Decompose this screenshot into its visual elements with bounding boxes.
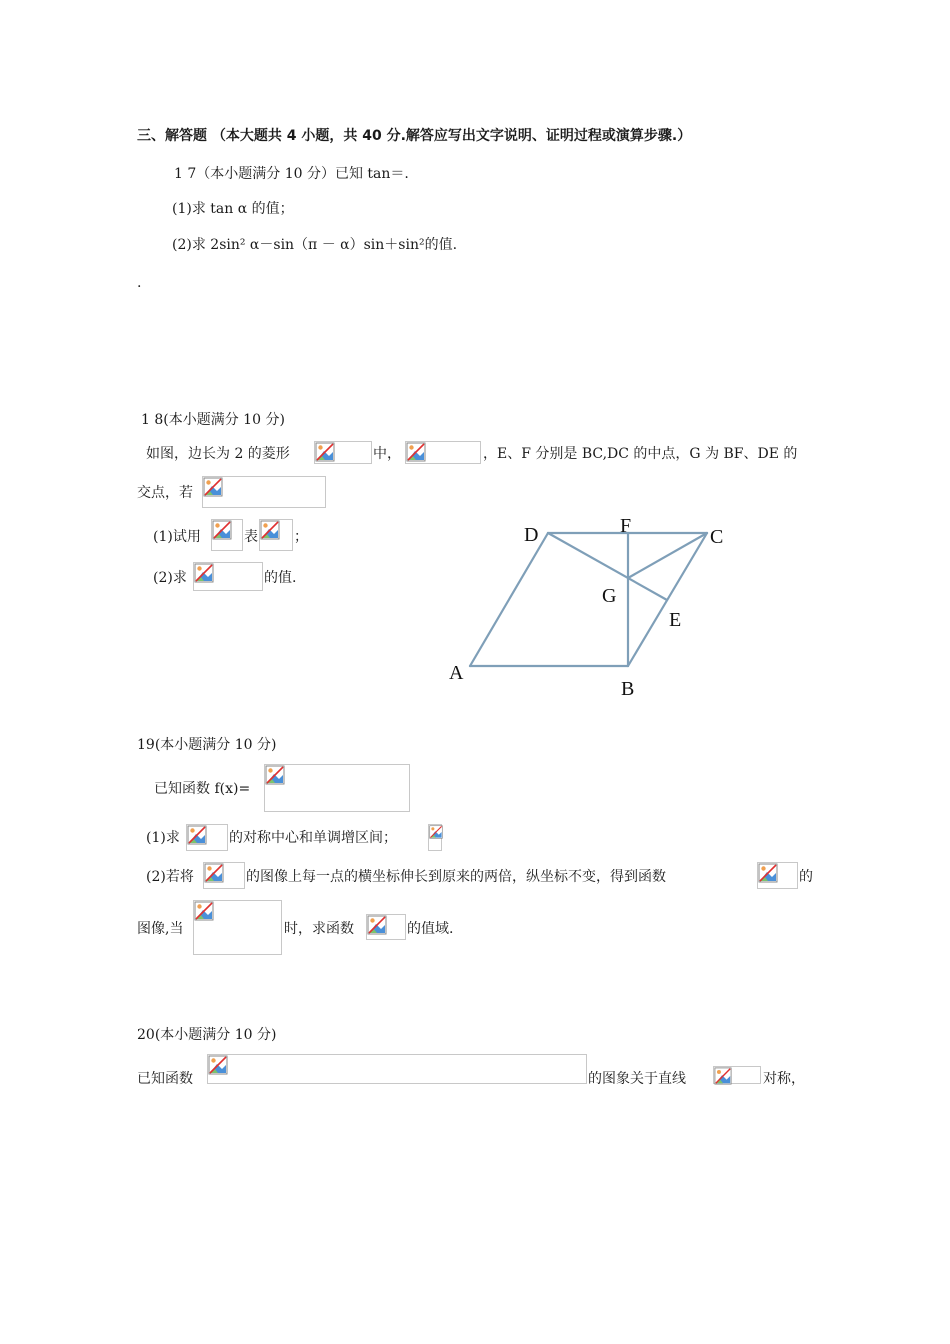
rhombus-diagram (440, 510, 740, 700)
formula-image-fx (264, 764, 410, 812)
q19-part1-text-a: (1)求 (146, 830, 180, 846)
q18-part1-text-b: 表 (244, 529, 258, 545)
q19-line1-text: 已知函数 f(x)= (154, 781, 251, 797)
q19-part2-text-a: (2)若将 (146, 869, 194, 885)
q18-line1-text-b: 中， (373, 446, 401, 462)
formula-image-rhombus (314, 441, 372, 464)
formula-image-g (757, 862, 798, 889)
q19-part2-text-c: 的 (799, 869, 813, 885)
q17-title: 1 7（本小题满分 10 分）已知 tan＝. (174, 166, 409, 182)
label-e: E (669, 609, 682, 631)
formula-image-small (428, 824, 442, 851)
section-heading: 三、解答题 （本大题共 4 小题，共 40 分.解答应写出文字说明、证明过程或演算步骤.） (137, 128, 692, 144)
label-a: A (449, 662, 464, 684)
q19-line3-text-c: 的值域. (407, 921, 454, 937)
segment-da (470, 533, 548, 666)
broken-image-icon (204, 863, 224, 883)
broken-image-icon (194, 901, 214, 921)
q18-line1-text-c: ，E、F 分别是 BC,DC 的中点，G 为 BF、DE 的 (483, 446, 798, 462)
q19-title: 19(本小题满分 10 分) (137, 737, 277, 753)
q18-line1-text-a: 如图，边长为 2 的菱形 (146, 446, 290, 462)
q19-line3-text-a: 图像,当 (137, 921, 184, 937)
q20-line1-text-b: 的图象关于直线 (588, 1071, 686, 1087)
q19-part2-text-b: 的图像上每一点的横坐标伸长到原来的两倍，纵坐标不变，得到函数 (246, 869, 666, 885)
q18-part1-text-c: ； (294, 529, 308, 545)
formula-image-vector-a (211, 519, 243, 551)
broken-image-icon (265, 765, 285, 785)
broken-image-icon (406, 442, 426, 462)
broken-image-icon (714, 1067, 732, 1085)
formula-image-interval (193, 900, 282, 955)
q18-part2-text-a: (2)求 (153, 570, 187, 586)
q17-dot: . (137, 275, 142, 291)
label-b: B (621, 678, 635, 700)
q20-line1-text-c: 对称， (763, 1071, 805, 1087)
formula-image-g2 (366, 914, 406, 940)
q18-part2-text-b: 的值. (264, 570, 297, 586)
label-g: G (602, 585, 617, 607)
label-d: D (524, 524, 539, 546)
formula-image-f2 (203, 862, 245, 889)
q18-part1-text-a: (1)试用 (153, 529, 201, 545)
q18-title: 1 8(本小题满分 10 分) (141, 412, 285, 428)
formula-image-condition (202, 476, 326, 508)
label-c: C (710, 526, 724, 548)
formula-image-function (207, 1054, 587, 1084)
formula-image-dot-product (193, 562, 263, 591)
q19-line3-text-b: 时，求函数 (284, 921, 354, 937)
broken-image-icon (194, 563, 214, 583)
formula-image-line (713, 1066, 761, 1084)
formula-image-vector-b (259, 519, 293, 551)
broken-image-icon (260, 520, 280, 540)
broken-image-icon (315, 442, 335, 462)
broken-image-icon (203, 477, 223, 497)
q17-part1: (1)求 tan α 的值； (172, 201, 294, 217)
broken-image-icon (429, 825, 443, 839)
q19-part1-text-b: 的对称中心和单调增区间； (229, 830, 397, 846)
q17-part2: (2)求 2sin² α－sin（π － α）sin＋sin²的值. (172, 237, 458, 253)
broken-image-icon (367, 915, 387, 935)
formula-image-f (186, 824, 228, 851)
broken-image-icon (187, 825, 207, 845)
formula-image-angle (405, 441, 481, 464)
broken-image-icon (758, 863, 778, 883)
broken-image-icon (208, 1055, 228, 1075)
q18-line2-text: 交点，若 (137, 485, 193, 501)
broken-image-icon (212, 520, 232, 540)
q20-line1-text-a: 已知函数 (137, 1071, 193, 1087)
q20-title: 20(本小题满分 10 分) (137, 1027, 277, 1043)
segment-cg (628, 533, 707, 578)
label-f: F (620, 515, 632, 537)
